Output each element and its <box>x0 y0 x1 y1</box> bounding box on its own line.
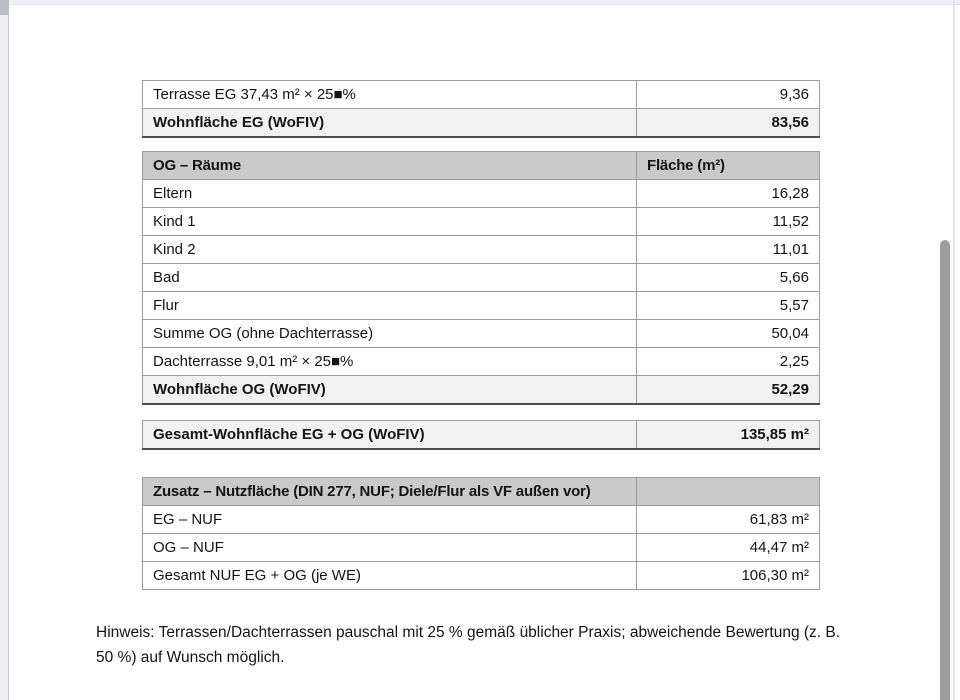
table-row <box>143 264 820 292</box>
row-label: Kind 1 <box>143 208 637 236</box>
row-label: Gesamt-Wohnfläche EG + OG (WoFIV) <box>143 421 637 450</box>
row-value: 11,01 <box>637 236 820 264</box>
row-value: 5,66 <box>637 264 820 292</box>
row-label: EG – NUF <box>143 506 637 534</box>
table-row <box>143 180 820 208</box>
table-header-row <box>143 152 820 180</box>
footnote-line-1: Hinweis: Terrassen/Dachterrassen pauschal mit 25 % gemäß üblicher Praxis; abweichende Bewertung (z. B. <box>96 624 841 641</box>
table-header-row <box>143 478 820 506</box>
header-room: OG – Räume <box>143 152 637 180</box>
zusatz-nutzflaeche-table <box>142 477 820 590</box>
og-rooms-table <box>142 151 820 405</box>
row-label: OG – NUF <box>143 534 637 562</box>
row-label: Flur <box>143 292 637 320</box>
table-row <box>143 320 820 348</box>
eg-summary-table <box>142 80 820 138</box>
row-value: 44,47 m² <box>637 534 820 562</box>
page-left-edge <box>0 0 9 700</box>
row-value: 16,28 <box>637 180 820 208</box>
row-value: 2,25 <box>637 348 820 376</box>
footnote <box>96 620 896 670</box>
row-value: 50,04 <box>637 320 820 348</box>
row-value: 9,36 <box>637 81 820 109</box>
footnote-line-2: 50 %) auf Wunsch möglich. <box>96 649 285 666</box>
row-label: Kind 2 <box>143 236 637 264</box>
row-label: Bad <box>143 264 637 292</box>
row-value: 52,29 <box>637 376 820 405</box>
total-area-table <box>142 420 820 450</box>
row-label: Dachterrasse 9,01 m² × 25■% <box>143 348 637 376</box>
row-value: 61,83 m² <box>637 506 820 534</box>
row-value: 11,52 <box>637 208 820 236</box>
row-value: 83,56 <box>637 109 820 138</box>
row-value: 5,57 <box>637 292 820 320</box>
table-row <box>143 506 820 534</box>
subtotal-row <box>143 109 820 138</box>
scrollbar-track[interactable] <box>953 0 955 700</box>
row-label: Gesamt NUF EG + OG (je WE) <box>143 562 637 590</box>
row-value: 106,30 m² <box>637 562 820 590</box>
table-row <box>143 208 820 236</box>
row-label: Summe OG (ohne Dachterrasse) <box>143 320 637 348</box>
header-area: Fläche (m²) <box>637 152 820 180</box>
page-corner-mark <box>0 0 9 15</box>
scrollbar-thumb[interactable] <box>940 240 950 700</box>
row-label: Wohnfläche EG (WoFIV) <box>143 109 637 138</box>
total-row <box>143 421 820 450</box>
table-row <box>143 236 820 264</box>
row-label: Eltern <box>143 180 637 208</box>
table-row <box>143 292 820 320</box>
page-top-edge <box>0 0 960 5</box>
table-row <box>143 562 820 590</box>
row-label: Wohnfläche OG (WoFIV) <box>143 376 637 405</box>
header-title: Zusatz – Nutzfläche (DIN 277, NUF; Diele/Flur als VF außen vor) <box>143 478 637 506</box>
row-value: 135,85 m² <box>637 421 820 450</box>
row-label: Terrasse EG 37,43 m² × 25■% <box>143 81 637 109</box>
table-row <box>143 81 820 109</box>
subtotal-row <box>143 376 820 405</box>
table-row <box>143 348 820 376</box>
header-empty <box>637 478 820 506</box>
table-row <box>143 534 820 562</box>
